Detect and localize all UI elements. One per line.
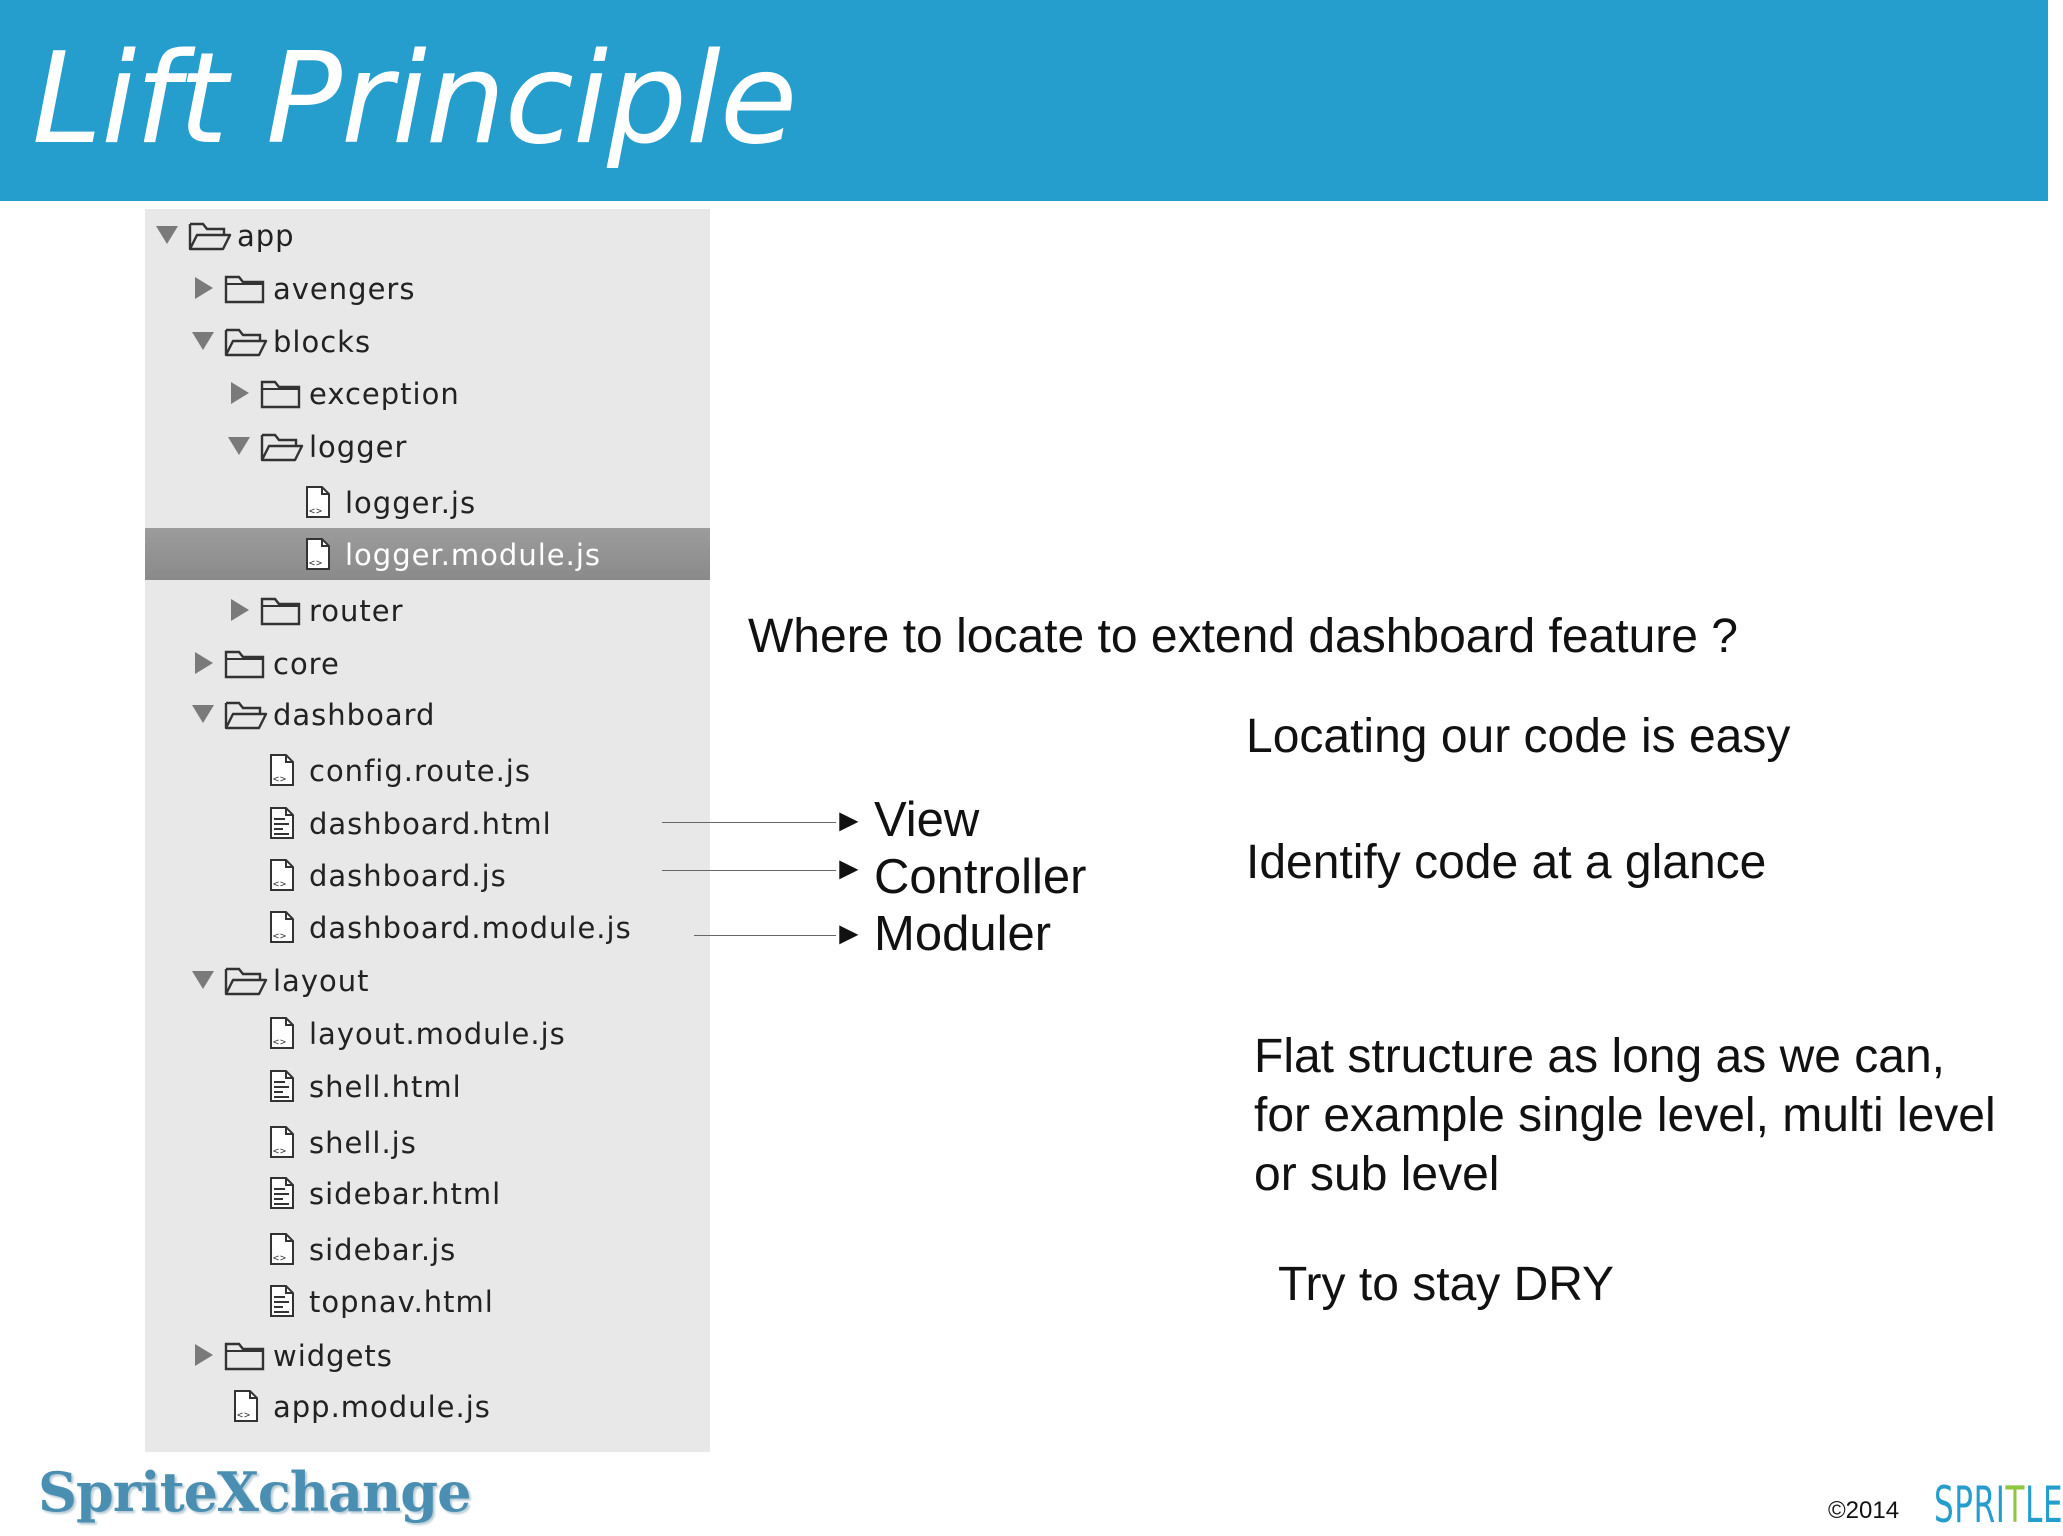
tree-file-row[interactable] [145,1380,710,1432]
folder-open-icon [223,697,267,731]
tree-item-label: shell.js [309,1126,417,1160]
tree-item-label: dashboard [273,698,436,732]
svg-text:<>: <> [309,558,324,569]
tree-file-row[interactable] [145,849,710,901]
controller-connector [662,870,836,871]
controller-pointer-icon: ► [833,850,865,886]
tree-item-label: blocks [273,325,372,359]
tree-file-row[interactable] [145,1167,710,1219]
tree-item-label: dashboard.html [309,807,552,841]
brand-accent: T [2005,1476,2026,1534]
folder-icon [223,1338,267,1372]
moduler-connector [694,935,836,936]
tree-folder-row[interactable] [145,367,710,419]
point-locating: Locating our code is easy [1246,710,1791,763]
collapsed-arrow-icon[interactable] [227,596,251,622]
html-file-icon [259,1284,303,1318]
js-file-icon [259,858,303,892]
folder-open-icon [259,429,303,463]
collapsed-arrow-icon[interactable] [191,1341,215,1367]
tree-item-label: widgets [273,1339,393,1373]
title-bar [0,0,2048,201]
tree-file-row[interactable] [145,476,710,528]
tree-item-label: config.route.js [309,754,531,788]
tree-item-label: topnav.html [309,1285,494,1319]
tree-folder-row[interactable] [145,584,710,636]
tree-file-row[interactable] [145,1060,710,1112]
folder-icon [259,593,303,627]
tree-file-row[interactable] [145,744,710,796]
svg-text:<>: <> [273,879,288,890]
tree-item-label: app.module.js [273,1390,491,1424]
tree-item-label: router [309,594,404,628]
js-file-icon [259,910,303,944]
svg-text:<>: <> [273,931,288,942]
moduler-pointer-icon: ► [833,915,865,951]
tree-file-row[interactable] [145,528,710,580]
tree-item-label: app [237,219,295,253]
js-file-icon [295,537,339,571]
tree-file-row[interactable] [145,901,710,953]
tree-folder-row[interactable] [145,637,710,689]
view-connector [662,822,836,823]
svg-text:<>: <> [273,1037,288,1048]
point-dry: Try to stay DRY [1278,1258,1615,1311]
svg-text:<>: <> [309,506,324,517]
expanded-arrow-icon[interactable] [191,966,215,992]
slide-title: Lift Principle [32,25,797,172]
brand-end: LE [2025,1476,2063,1534]
html-file-icon [259,1069,303,1103]
tree-folder-row[interactable] [145,420,710,472]
controller-callout: Controller [874,850,1087,904]
collapsed-arrow-icon[interactable] [227,379,251,405]
tree-item-label: exception [309,377,460,411]
tree-folder-row[interactable] [145,1329,710,1381]
tree-item-label: logger.js [345,486,477,520]
folder-icon [223,646,267,680]
tree-folder-row[interactable] [145,262,710,314]
tree-folder-row[interactable] [145,315,710,367]
tree-item-label: sidebar.html [309,1177,502,1211]
tree-item-label: sidebar.js [309,1233,457,1267]
html-file-icon [259,806,303,840]
tree-item-label: core [273,647,340,681]
js-file-icon [259,1232,303,1266]
point-identify: Identify code at a glance [1246,836,1767,889]
spritle-logo [1934,1476,2063,1534]
tree-item-label: layout.module.js [309,1017,566,1051]
tree-file-row[interactable] [145,1223,710,1275]
svg-text:<>: <> [273,1253,288,1264]
svg-text:<>: <> [273,1146,288,1157]
copyright-text: ©2014 [1828,1497,1900,1524]
collapsed-arrow-icon[interactable] [191,649,215,675]
tree-file-row[interactable] [145,1007,710,1059]
tree-file-row[interactable] [145,797,710,849]
tree-item-label: logger.module.js [345,538,602,572]
brand-start: SPRI [1934,1476,2006,1534]
tree-item-label: avengers [273,272,416,306]
point-flat-structure: Flat structure as long as we can, for example single level, multi level or sub level [1254,1030,1996,1201]
file-tree-panel[interactable] [145,209,710,1452]
js-file-icon [259,1125,303,1159]
folder-open-icon [223,324,267,358]
folder-open-icon [223,963,267,997]
tree-folder-row[interactable] [145,688,710,740]
tree-item-label: dashboard.js [309,859,507,893]
tree-item-label: logger [309,430,408,464]
tree-file-row[interactable] [145,1275,710,1327]
folder-icon [223,271,267,305]
spritexchange-logo: SpriteXchange [38,1460,471,1524]
js-file-icon [259,1016,303,1050]
view-callout: View [874,793,980,847]
tree-folder-row[interactable] [145,954,710,1006]
tree-folder-row[interactable] [145,209,710,261]
js-file-icon [259,753,303,787]
collapsed-arrow-icon[interactable] [191,274,215,300]
question-text: Where to locate to extend dashboard feature ? [748,610,1738,663]
tree-item-label: shell.html [309,1070,462,1104]
folder-icon [259,376,303,410]
expanded-arrow-icon[interactable] [155,221,179,247]
html-file-icon [259,1176,303,1210]
folder-open-icon [187,218,231,252]
svg-text:<>: <> [237,1410,252,1421]
view-pointer-icon: ► [833,802,865,838]
tree-file-row[interactable] [145,1116,710,1168]
expanded-arrow-icon[interactable] [191,700,215,726]
svg-text:<>: <> [273,774,288,785]
moduler-callout: Moduler [874,907,1052,961]
tree-item-label: layout [273,964,370,998]
expanded-arrow-icon[interactable] [191,327,215,353]
expanded-arrow-icon[interactable] [227,432,251,458]
js-file-icon [295,485,339,519]
js-file-icon [223,1389,267,1423]
tree-item-label: dashboard.module.js [309,911,632,945]
